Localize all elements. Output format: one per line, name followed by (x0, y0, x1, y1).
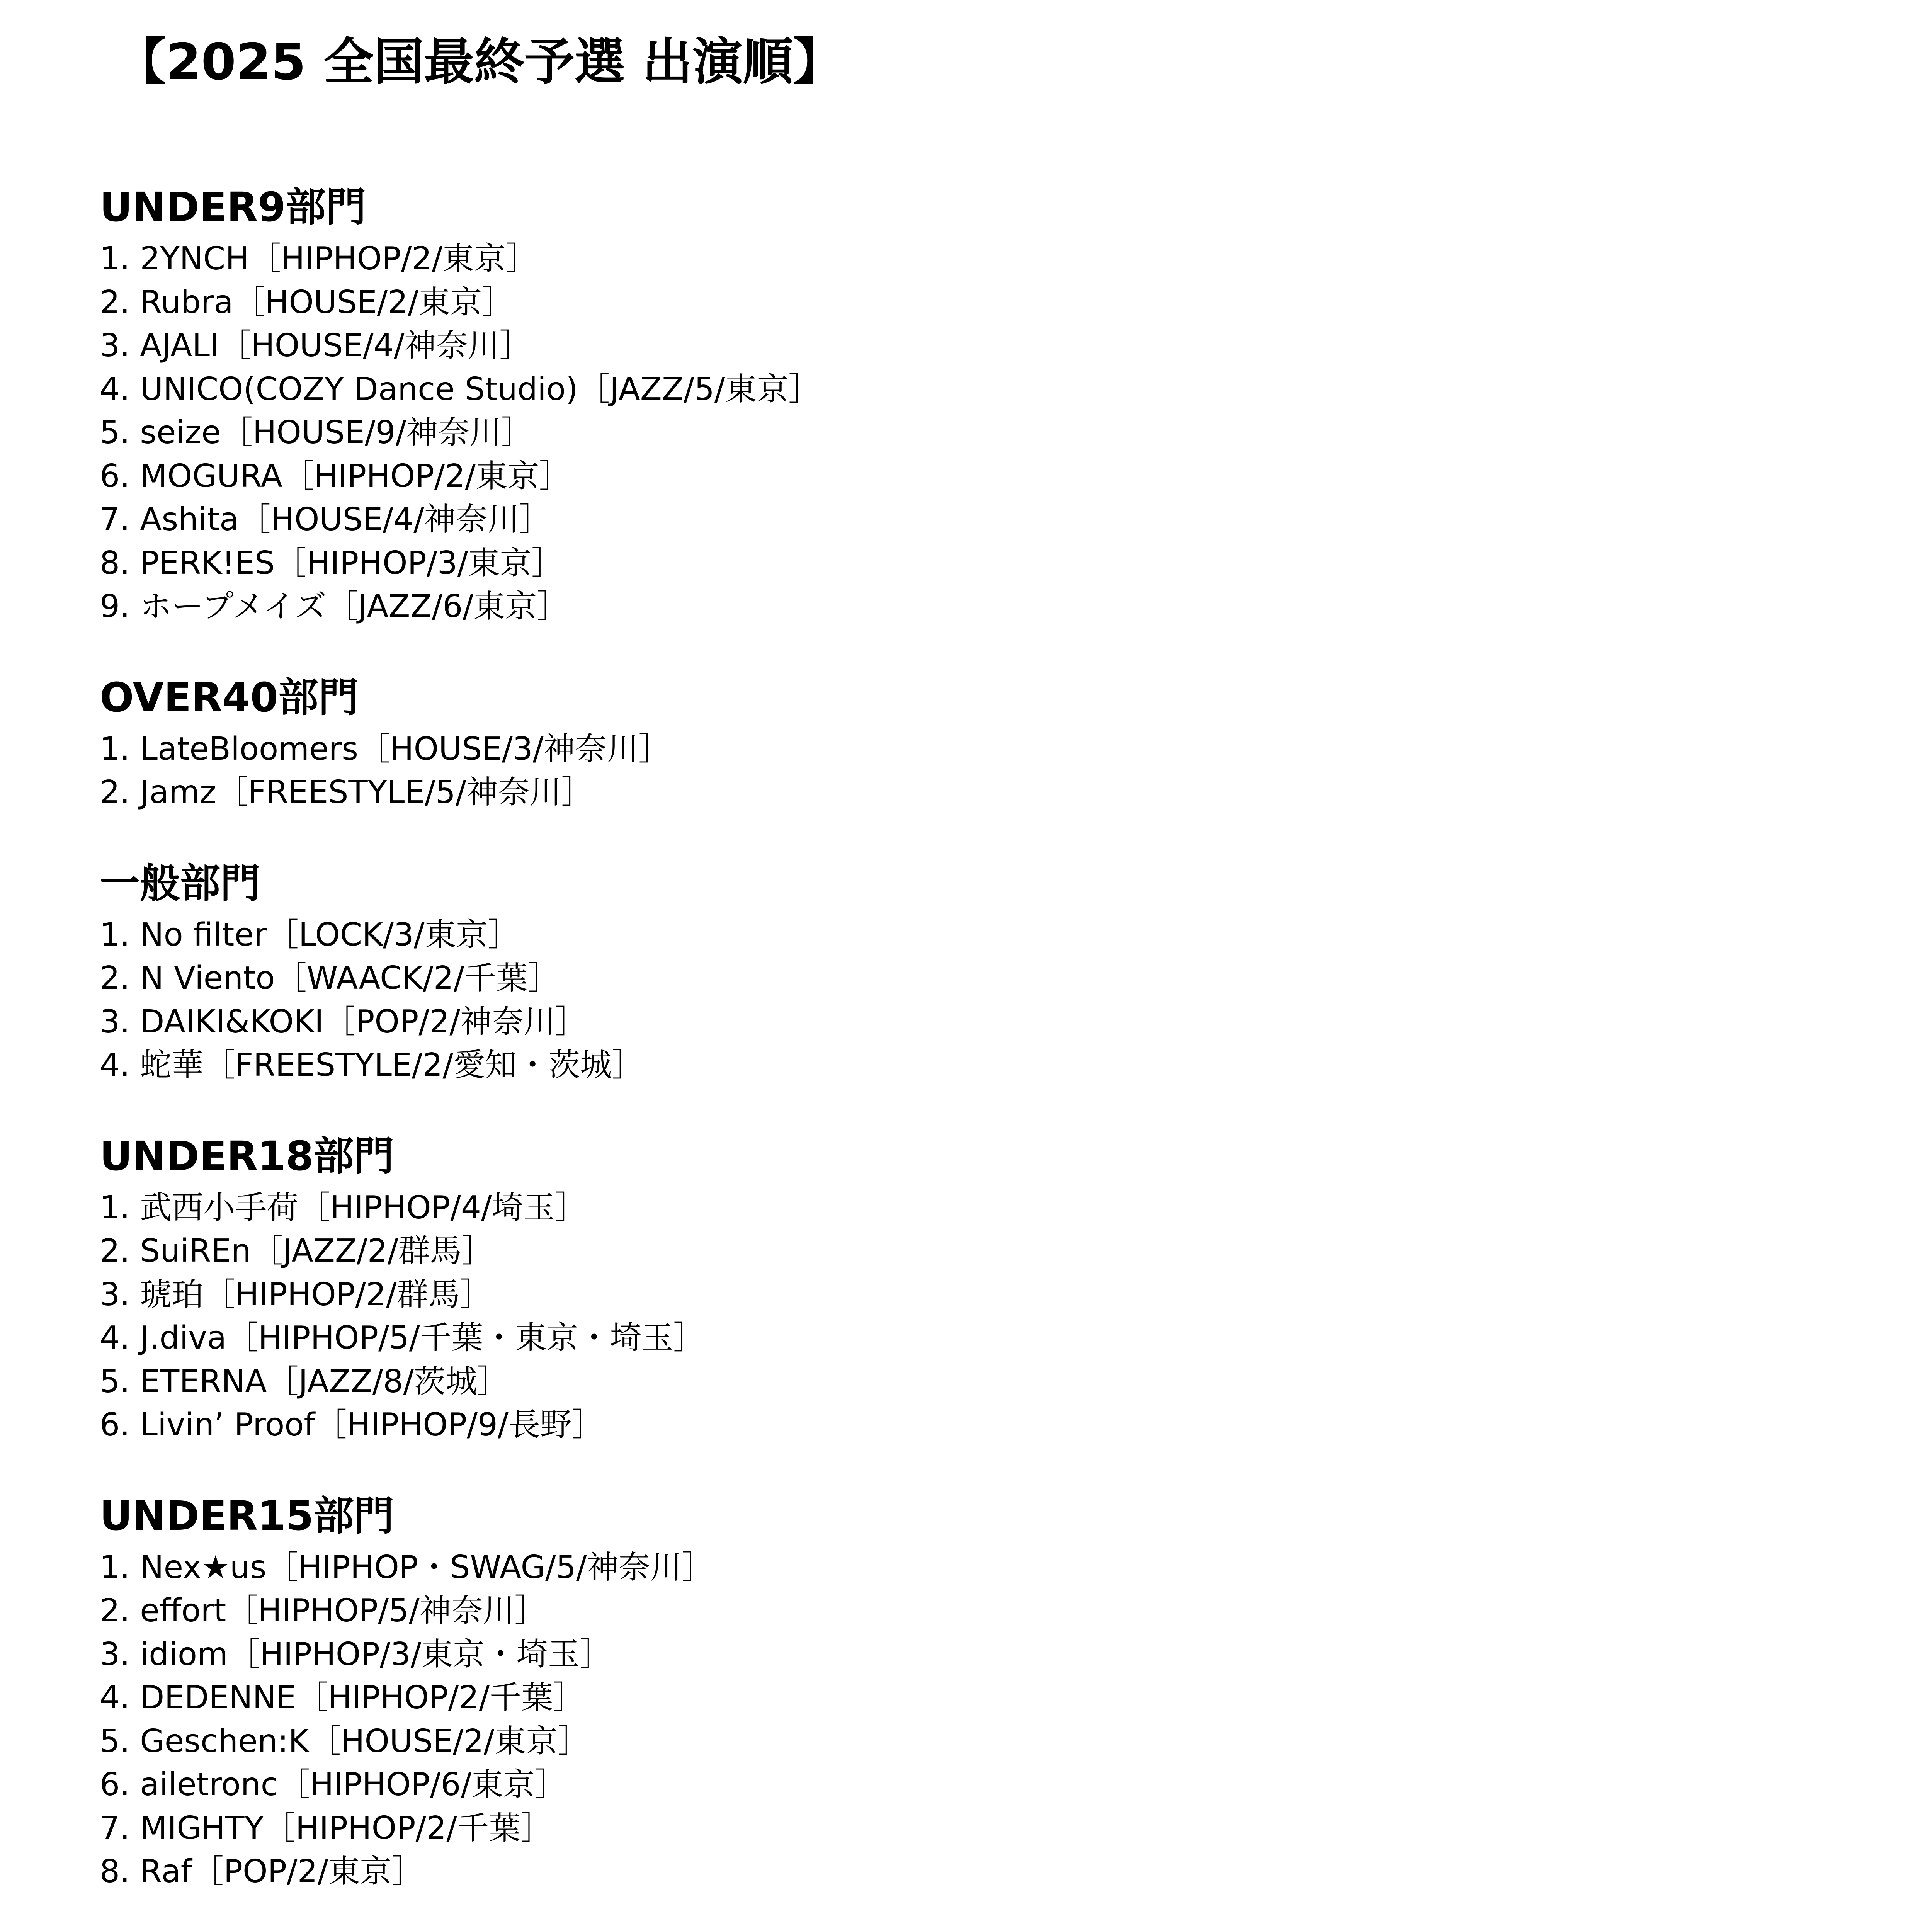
list-item: 2. Jamz［FREESTYLE/5/神奈川］ (100, 774, 593, 811)
section-under18 (100, 1131, 1838, 1447)
list-item: 8. Raf［POP/2/東京］ (100, 1853, 423, 1890)
list-item: 5. Geschen:K［HOUSE/2/東京］ (100, 1723, 590, 1760)
list-item: 2. Rubra［HOUSE/2/東京］ (100, 284, 514, 321)
list-item: 5. ETERNA［JAZZ/8/茨城］ (100, 1363, 509, 1400)
section-heading: UNDER18部門 (100, 1132, 394, 1180)
list-item: 6. Livin’ Proof［HIPHOP/9/長野］ (100, 1406, 604, 1443)
list-item: 3. 琥珀［HIPHOP/2/群馬］ (100, 1276, 492, 1313)
list-item: 8. PERK!ES［HIPHOP/3/東京］ (100, 544, 563, 582)
list-item: 6. MOGURA［HIPHOP/2/東京］ (100, 457, 571, 495)
section-under9 (100, 182, 1838, 629)
section-under15 (100, 1490, 1838, 1894)
section-heading: UNDER9部門 (100, 184, 366, 231)
list-item: 2. effort［HIPHOP/5/神奈川］ (100, 1592, 546, 1629)
list-item: 5. seize［HOUSE/9/神奈川］ (100, 414, 533, 451)
list-item: 1. LateBloomers［HOUSE/3/神奈川］ (100, 730, 670, 767)
section-heading: UNDER15部門 (100, 1492, 394, 1539)
list-item: 2. SuiREn［JAZZ/2/群馬］ (100, 1233, 493, 1269)
list-item: 1. 武西小手荷［HIPHOP/4/埼玉］ (100, 1189, 587, 1226)
list-item: 7. MIGHTY［HIPHOP/2/千葉］ (100, 1810, 552, 1847)
section-heading: 一般部門 (100, 859, 261, 907)
list-item: 7. Ashita［HOUSE/4/神奈川］ (100, 501, 551, 538)
entry-list (100, 728, 1838, 815)
entry-list (100, 237, 1838, 629)
page-title: 【2025 全国最終予選 出演順】 (116, 32, 844, 91)
list-item: 1. Nex★us［HIPHOP・SWAG/5/神奈川］ (100, 1549, 714, 1586)
entry-list (100, 1546, 1838, 1894)
entry-list (100, 913, 1838, 1087)
list-item: 1. No filter［LOCK/3/東京］ (100, 916, 520, 953)
list-item: 3. idiom［HIPHOP/3/東京・埼玉］ (100, 1636, 612, 1673)
list-item: 4. DEDENNE［HIPHOP/2/千葉］ (100, 1679, 585, 1716)
entry-list (100, 1186, 1838, 1447)
list-item: 3. AJALI［HOUSE/4/神奈川］ (100, 327, 531, 364)
section-heading: OVER40部門 (100, 673, 359, 721)
list-item: 1. 2YNCH［HIPHOP/2/東京］ (100, 240, 538, 277)
section-general (100, 858, 1838, 1087)
section-over40 (100, 672, 1838, 815)
list-item: 6. ailetronc［HIPHOP/6/東京］ (100, 1766, 567, 1803)
category-list (100, 182, 1838, 1932)
list-item: 4. J.diva［HIPHOP/5/千葉・東京・埼玉］ (100, 1320, 705, 1356)
list-item: 4. 蛇華［FREESTYLE/2/愛知・茨城］ (100, 1047, 644, 1083)
list-item: 2. N Viento［WAACK/2/千葉］ (100, 960, 560, 997)
list-item: 9. ホープメイズ［JAZZ/6/東京］ (100, 588, 569, 625)
list-item: 3. DAIKI&KOKI［POP/2/神奈川］ (100, 1003, 587, 1040)
list-item: 4. UNICO(COZY Dance Studio)［JAZZ/5/東京］ (100, 371, 820, 408)
